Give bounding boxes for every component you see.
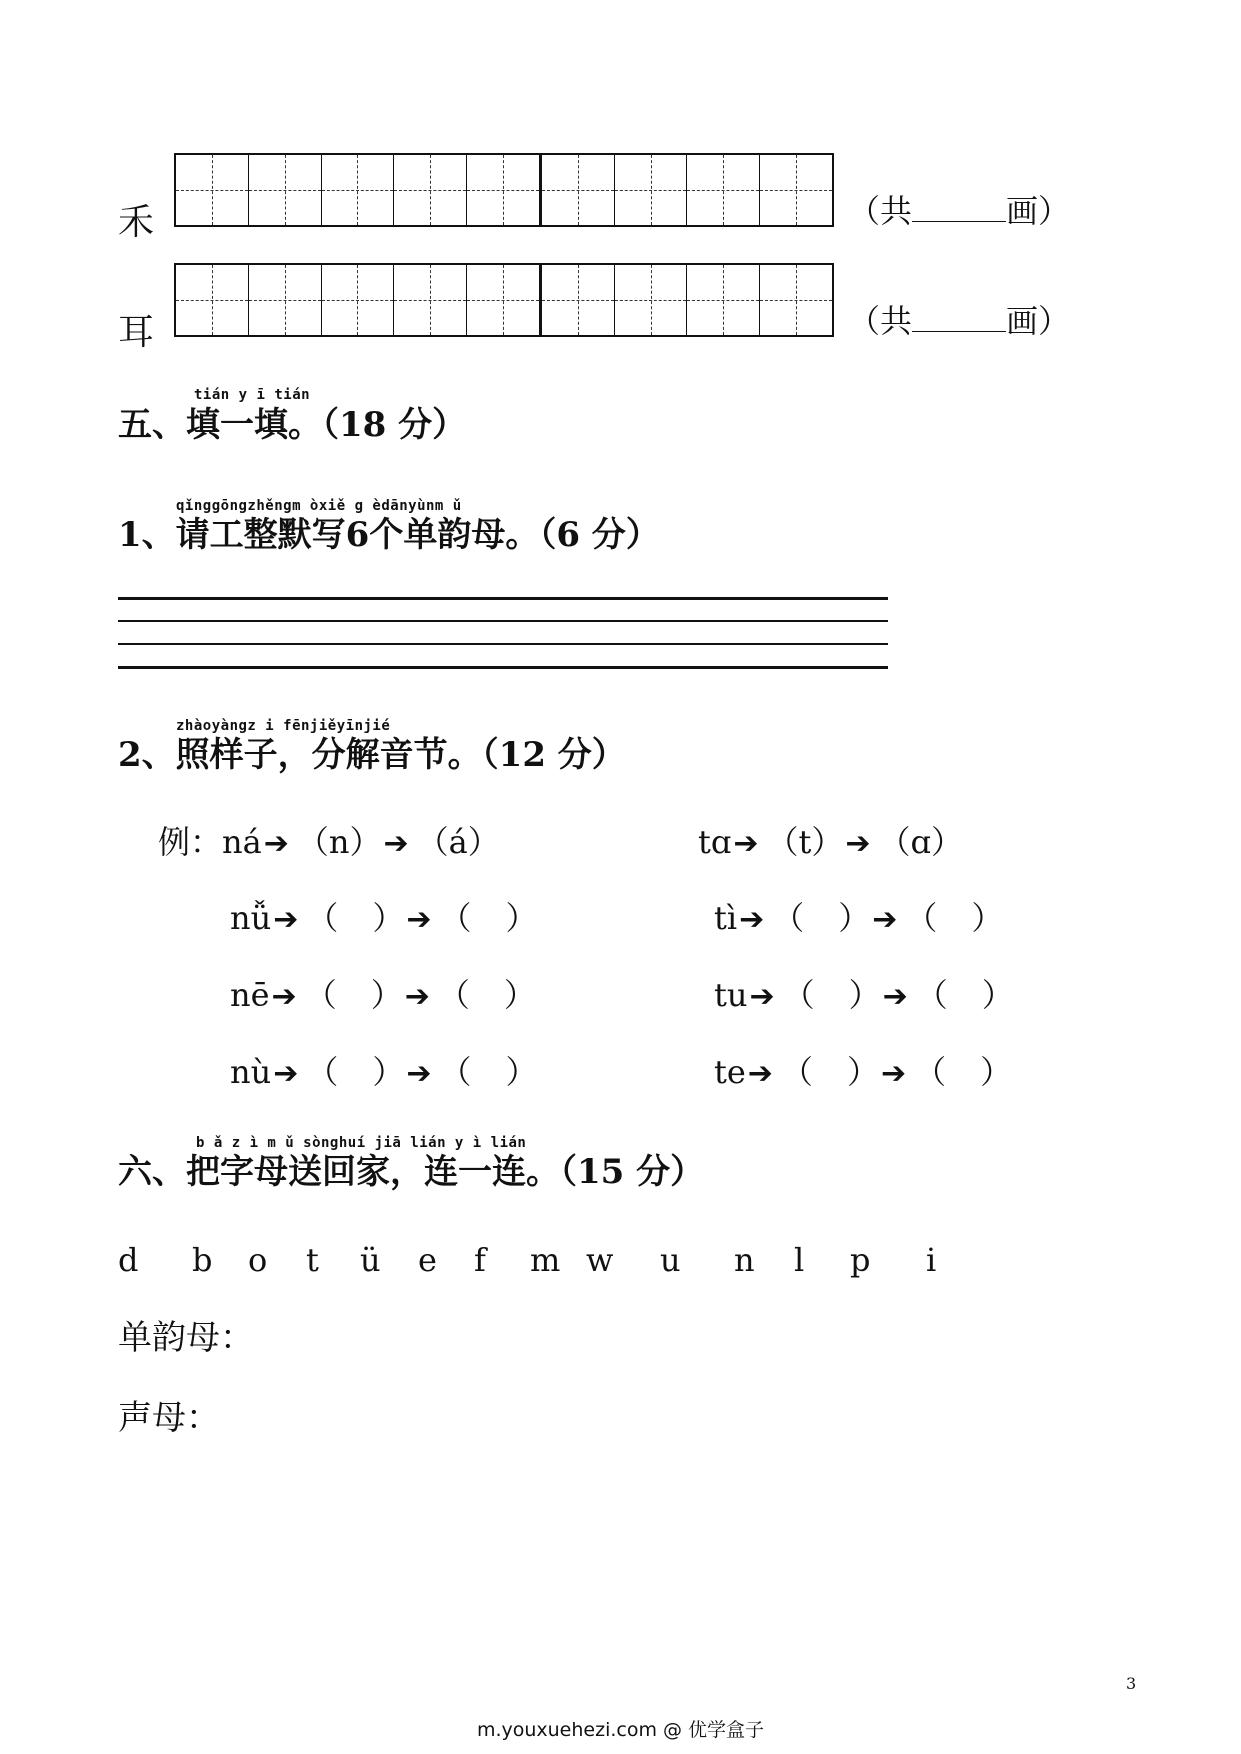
q2-pinyin: zhàoyàngz i fēnjiěyīnjié: [176, 718, 391, 734]
example-right: tɑ➔ （t）➔ （ɑ）: [698, 822, 963, 864]
letter[interactable]: u: [660, 1241, 681, 1279]
exercise-left-2[interactable]: nē➔ （ ）➔ （ ）: [230, 975, 536, 1017]
letter[interactable]: m: [530, 1241, 561, 1279]
letter[interactable]: t: [306, 1241, 319, 1279]
arrow-icon: ➔: [880, 1056, 907, 1091]
arrow-icon: ➔: [406, 1056, 432, 1091]
section6-pinyin: b ǎ z ì m ǔ sònghuí jiā lián y ì lián: [196, 1135, 527, 1151]
arrow-icon: ➔: [872, 902, 898, 937]
footer-watermark: m.youxuehezi.com @ 优学盒子: [476, 1719, 765, 1741]
letter[interactable]: l: [794, 1241, 805, 1279]
letter[interactable]: f: [474, 1241, 486, 1279]
letter[interactable]: o: [248, 1241, 268, 1279]
stroke-count: （共 画）: [848, 192, 1071, 230]
letter[interactable]: i: [926, 1241, 937, 1279]
section6-title: 六、把字母送回家，连一连。（15 分）: [118, 1152, 705, 1192]
label-finals: 单韵母：: [118, 1318, 254, 1358]
page-number: 3: [1126, 1674, 1137, 1693]
exercise-right-2[interactable]: tu➔ （ ）➔ （ ）: [714, 975, 1014, 1017]
example-label: 例：: [158, 823, 223, 861]
example-left: 例：ná➔ （n）➔ （á）: [158, 822, 500, 864]
four-line-writing-area[interactable]: [118, 597, 888, 671]
label-initials: 声母：: [118, 1398, 220, 1438]
section5-title: 五、填一填。（18 分）: [118, 405, 467, 445]
exercise-left-3[interactable]: nù➔ （ ）➔ （ ）: [230, 1052, 538, 1094]
exercise-right-3[interactable]: te➔ （ ）➔ （ ）: [714, 1052, 1012, 1094]
letter[interactable]: d: [118, 1241, 139, 1279]
stroke-row-he: [118, 153, 1071, 243]
letter[interactable]: ü: [360, 1241, 381, 1279]
arrow-icon: ➔: [271, 979, 297, 1014]
arrow-icon: ➔: [733, 826, 759, 861]
arrow-icon: ➔: [739, 902, 765, 937]
section5-pinyin: tián y ī tián: [194, 387, 311, 403]
letter[interactable]: p: [850, 1241, 871, 1279]
q1-pinyin: qǐnggōngzhěngm òxiě g èdānyùnm ǔ: [176, 498, 462, 514]
q1-title: 1、请工整默写6个单韵母。（6 分）: [118, 515, 660, 555]
arrow-icon: ➔: [404, 979, 430, 1014]
letter[interactable]: e: [418, 1241, 437, 1279]
stroke-count: （共 画）: [848, 302, 1071, 340]
arrow-icon: ➔: [273, 1056, 299, 1091]
arrow-icon: ➔: [747, 1056, 773, 1091]
character: 耳: [118, 312, 155, 353]
letter[interactable]: b: [192, 1241, 213, 1279]
arrow-icon: ➔: [383, 826, 409, 861]
writing-grid[interactable]: [174, 263, 834, 337]
stroke-count-blank[interactable]: [912, 303, 1006, 332]
letter[interactable]: w: [586, 1241, 614, 1279]
letter[interactable]: n: [734, 1241, 755, 1279]
arrow-icon: ➔: [263, 826, 289, 861]
character: 禾: [118, 202, 155, 243]
stroke-row-er: [118, 263, 1071, 353]
arrow-icon: ➔: [882, 979, 908, 1014]
exercise-right-1[interactable]: tì➔ （ ）➔ （ ）: [714, 898, 1003, 940]
exercise-left-1[interactable]: nǚ➔ （ ）➔ （ ）: [230, 898, 538, 940]
writing-grid[interactable]: [174, 153, 834, 227]
arrow-icon: ➔: [406, 902, 432, 937]
stroke-count-blank[interactable]: [912, 193, 1006, 222]
q2-title: 2、照样子，分解音节。（12 分）: [118, 735, 626, 775]
arrow-icon: ➔: [749, 979, 775, 1014]
arrow-icon: ➔: [273, 902, 299, 937]
arrow-icon: ➔: [845, 826, 871, 861]
